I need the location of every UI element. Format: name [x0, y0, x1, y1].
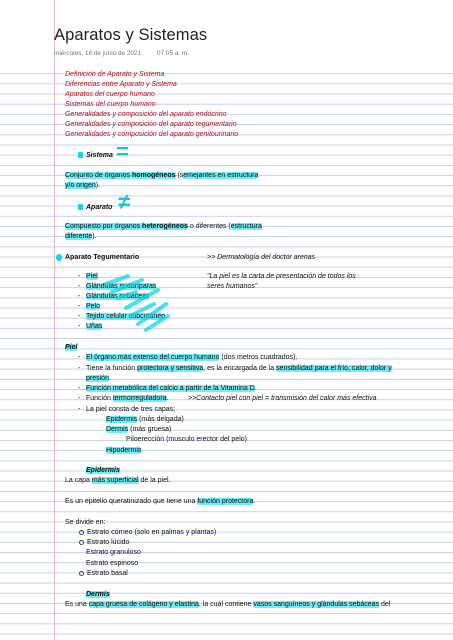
list-item: Pelo	[86, 303, 101, 310]
toc-item: Diferencias entre Aparato y Sistema	[65, 81, 177, 88]
list-dash: -	[78, 406, 81, 413]
list-item: Tejido celular subcutáneo	[86, 313, 165, 320]
list-dash: -	[78, 395, 81, 402]
list-dash: -	[78, 354, 81, 361]
list-item: El órgano más extenso del cuerpo humano (dos metros cuadrados).	[86, 354, 298, 361]
page-timestamp	[54, 50, 189, 57]
highlight-bullet-icon	[78, 204, 83, 210]
piel-thermo-note: >>Contacto piel con piel = transmisión del calor más efectiva	[188, 395, 377, 402]
list-dash: -	[78, 385, 81, 392]
list-item: Función metabólica del calcio a partir de la Vitamina D.	[86, 385, 257, 392]
list-dash: -	[78, 323, 81, 330]
list-item: Glándulas sudoríparas	[86, 283, 157, 290]
tegumentario-quote-cont: seres humanos"	[207, 283, 258, 290]
equals-symbol: =	[116, 139, 129, 164]
list-item-cont: presión.	[86, 375, 111, 382]
bullet-icon	[79, 530, 84, 535]
list-dash: -	[78, 365, 81, 372]
stratum-item: Estrato córneo (solo en palmas y plantas)	[79, 528, 216, 537]
toc-item: Generalidades y composición del aparato endócrino	[65, 111, 227, 118]
list-item: La piel consta de tres capas:	[86, 406, 176, 413]
aparato-definition-cont: diferente).	[65, 233, 97, 240]
dermis-heading: Dermis	[86, 591, 110, 598]
aparato-definition: Compuesto por órganos heterogéneos o diferentes (estructura	[65, 223, 262, 230]
list-dash: -	[78, 303, 81, 310]
layer-item: Epidermis (más delgada)	[106, 416, 184, 423]
toc-item: Generalidades y composición del aparato tegumentario	[65, 121, 237, 128]
bullet-icon	[79, 571, 84, 576]
stratum-item: Estrato basal	[79, 569, 128, 578]
sistema-heading: Sistema	[86, 152, 113, 159]
stratum-item: Estrato lúcido	[79, 538, 129, 547]
tegumentario-note: >> Dermatología del doctor arenas	[207, 254, 316, 261]
bullet-icon	[79, 540, 84, 545]
page-time: 07:05 a. m.	[157, 50, 190, 57]
list-dash: -	[78, 293, 81, 300]
sistema-definition: Conjunto de órganos homogéneos (semejantes en estructura	[65, 172, 259, 179]
toc-item: Aparatos del cuerpo humano	[65, 91, 155, 98]
epidermis-heading: Epidermis	[86, 467, 120, 474]
highlight-bullet-icon	[78, 152, 83, 158]
piel-heading: Piel	[65, 344, 78, 351]
epidermis-paragraph: La capa más superficial de la piel.	[65, 477, 171, 484]
layer-item: Dermis (más gruesa)	[106, 426, 172, 433]
list-item: Piel	[86, 273, 98, 280]
dermis-paragraph: Es una capa gruesa de colágeno y elastina, la cuál contiene vasos sanguíneos y glándulas sebáceas del	[65, 601, 391, 608]
tegumentario-quote: "La piel es la carta de presentación de todos los	[207, 273, 356, 280]
list-item: Función termorreguladora.	[86, 395, 169, 402]
toc-item: Generalidades y composición del aparato genitourinario	[65, 131, 239, 138]
list-item: Uñas	[86, 323, 103, 330]
list-item: Glándulas sebáceas	[86, 293, 150, 300]
stratum-item: Estrato espinoso	[86, 560, 139, 567]
stratum-item: Estrato granuloso	[86, 549, 141, 556]
highlight-bullet-icon	[56, 254, 62, 261]
sistema-definition-cont: y/o origen).	[65, 182, 101, 189]
toc-item: Sistemas del cuerpo humano	[65, 101, 156, 108]
toc-item: Definición de Aparato y Sistema	[65, 71, 165, 78]
list-dash: -	[78, 283, 81, 290]
layer-subitem: Piloerección (musculo erector del pelo)	[126, 436, 247, 443]
page-date: miércoles, 16 de junio de 2021	[54, 50, 142, 57]
list-dash: -	[78, 273, 81, 280]
aparato-heading: Aparato	[86, 204, 113, 211]
list-dash: -	[78, 313, 81, 320]
list-item: Tiene la función protectora y sensitiva, es la encargada de la sensibilidad para el frío, calor, dolor y	[86, 365, 392, 372]
notebook-margin-line	[54, 0, 55, 640]
page-title[interactable]: Aparatos y Sistemas	[54, 26, 208, 44]
layer-item: Hipodermis	[106, 447, 142, 454]
epidermis-paragraph: Se divide en:	[65, 519, 106, 526]
tegumentario-heading: Aparato Tegumentario	[65, 254, 140, 261]
epidermis-paragraph: Es un epitelio queratinizado que tiene una función protectora.	[65, 498, 256, 505]
not-equal-symbol: ≠	[118, 189, 131, 214]
marker-scribble	[98, 270, 198, 340]
